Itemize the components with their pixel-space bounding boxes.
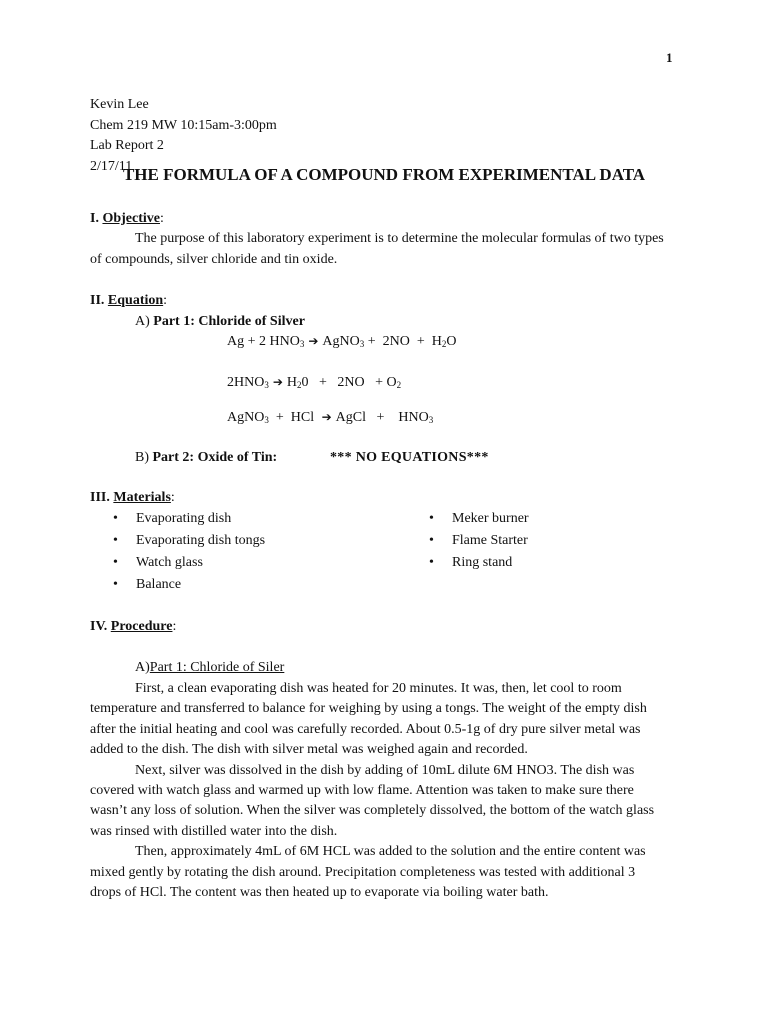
section-numeral: III. (90, 490, 114, 505)
eq-subscript: 3 (299, 339, 305, 349)
objective-text (90, 229, 670, 270)
list-item: • Ring stand (429, 552, 529, 574)
eq-text: 0 + 2NO + O (301, 375, 397, 390)
part-prefix: A) (135, 314, 154, 329)
eq-subscript: 2 (396, 380, 402, 390)
part-prefix: B) (135, 450, 153, 465)
section-title: Objective (102, 211, 160, 226)
eq-subscript: 3 (428, 415, 434, 425)
section-numeral: I. (90, 211, 103, 226)
materials-list-right (429, 508, 529, 574)
eq-subscript: 3 (264, 415, 269, 425)
eq-text: O (446, 334, 457, 349)
section-title: Procedure (110, 619, 173, 634)
equation-3 (227, 407, 433, 431)
report-label: Lab Report 2 (90, 138, 164, 153)
materials-heading: III. Materials: (90, 490, 175, 505)
list-item: • Watch glass (113, 552, 265, 574)
part-prefix: A) (135, 660, 150, 675)
objective-body: The purpose of this laboratory experiment is to determine the molecular formulas of two types of compounds, silver chloride and tin oxide. (90, 231, 664, 267)
list-item: • Evaporating dish tongs (113, 530, 265, 552)
procedure-body (90, 679, 665, 903)
eq-text: 2HNO (227, 375, 265, 390)
section-title: Equation (107, 293, 164, 308)
materials-list-left (113, 508, 265, 596)
section-numeral: IV. (90, 619, 111, 634)
equation-2 (227, 372, 401, 396)
equation-part1-heading (135, 312, 305, 333)
eq-subscript: 2 (297, 380, 302, 390)
procedure-paragraph-3: Then, approximately 4mL of 6M HCL was added to the solution and the entire content was mixed gently by rotating the dish around. Precipitation completeness was tested with additional 3 drops of HCl. The content was then heated up to evaporate via boiling water bath. (90, 844, 646, 901)
eq-text: H (286, 375, 298, 390)
right-arrow-icon: ➔ (272, 375, 283, 389)
no-equations-note: *** NO EQUATIONS*** (330, 450, 489, 465)
document-title: THE FORMULA OF A COMPOUND FROM EXPERIMENTAL DATA (122, 165, 646, 184)
part-label: Part 2: Oxide of Tin: (152, 450, 278, 465)
eq-text: AgCl + HNO (335, 410, 429, 425)
procedure-paragraph-1: First, a clean evaporating dish was heated for 20 minutes. It was, then, let cool to room temperature and transferred to balance for weighing by using a tongs. The weight of the empty dish after the initial heating and cool was carefully recorded. About 0.5-1g of dry pure silver metal was added to the dish. The dish with silver metal was weighed again and recorded. (90, 681, 647, 758)
list-item: • Evaporating dish (113, 508, 265, 530)
equation-heading: II. Equation: (90, 293, 168, 308)
report-date: 2/17/11 (90, 158, 133, 174)
eq-text: AgNO (227, 410, 265, 425)
equation-1 (227, 331, 457, 355)
section-numeral: II. (90, 293, 108, 308)
part-label: Part 1: Chloride of Silver (153, 314, 305, 329)
equation-part2-heading (135, 448, 277, 469)
page-number: 1 (666, 50, 673, 65)
part-label: Part 1: Chloride of Siler (149, 660, 285, 675)
right-arrow-icon: ➔ (321, 410, 332, 424)
eq-subscript: 2 (441, 339, 447, 349)
right-arrow-icon: ➔ (308, 334, 319, 348)
procedure-paragraph-2: Next, silver was dissolved in the dish by adding of 10mL dilute 6M HNO3. The dish was covered with watch glass and warmed up with low flame. Attention was taken to make sure there wasn’t any loss of solution. When the silver was completely dissolved, the bottom of the watch glass was rinsed with distilled water into the dish. (90, 762, 655, 839)
list-item: • Meker burner (429, 508, 529, 530)
procedure-part1-heading (135, 658, 284, 679)
eq-subscript: 3 (359, 339, 365, 349)
objective-heading: I. Objective: (90, 211, 164, 226)
list-item: • Balance (113, 574, 265, 596)
eq-text: AgNO (322, 334, 360, 349)
procedure-heading: IV. Procedure: (90, 619, 177, 634)
course-info: Chem 219 MW 10:15am-3:00pm (90, 117, 277, 133)
eq-subscript: 3 (264, 380, 269, 390)
eq-text: Ag + 2 HNO (227, 334, 300, 349)
eq-text: + HCl (268, 410, 318, 425)
section-title: Materials (113, 490, 171, 505)
list-item: • Flame Starter (429, 530, 529, 552)
author-name: Kevin Lee (90, 97, 149, 112)
eq-text: + 2NO + H (364, 334, 442, 349)
